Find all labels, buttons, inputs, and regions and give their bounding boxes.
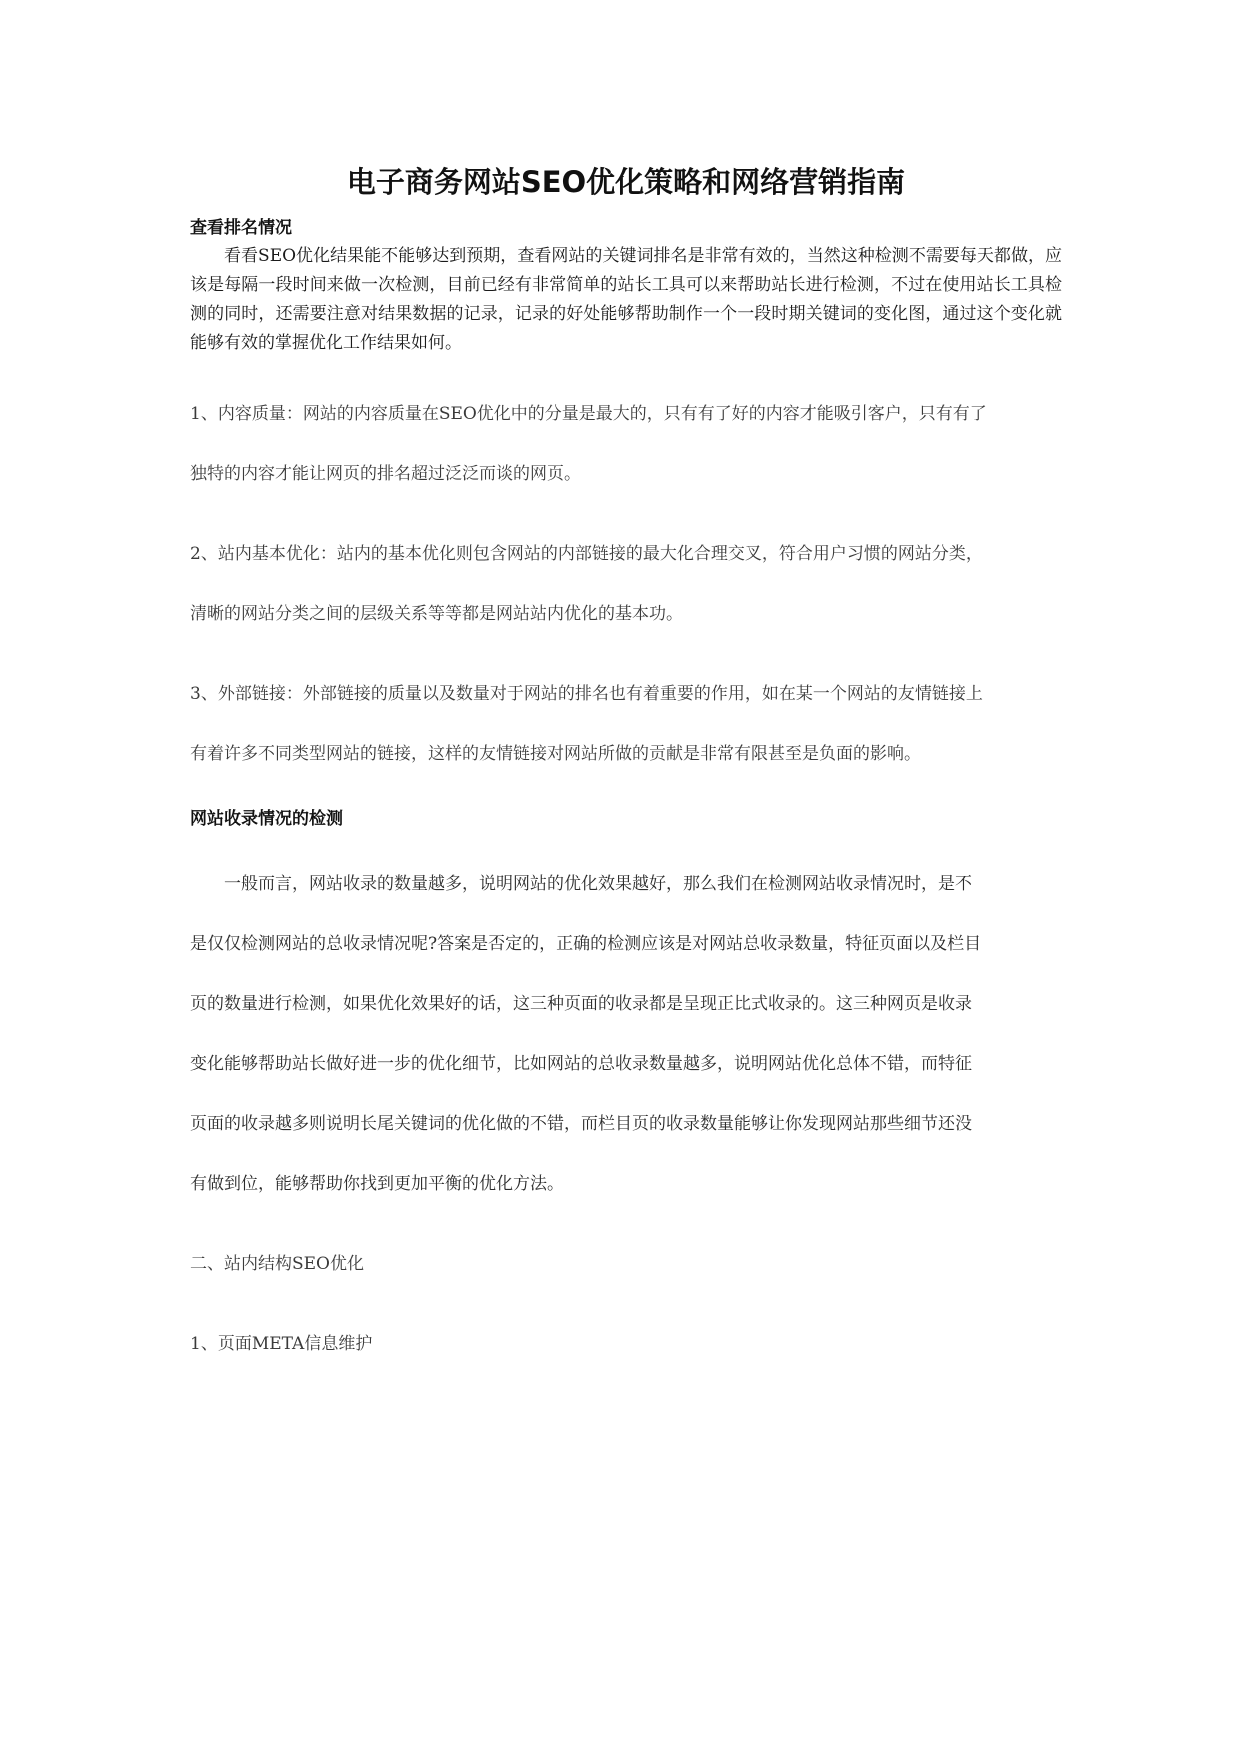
section-heading-onsite-structure: 二、站内结构SEO优化: [190, 1254, 364, 1274]
list-item-line: 独特的内容才能让网页的排名超过泛泛而谈的网页。: [190, 464, 581, 484]
paragraph-ranking: 看看SEO优化结果能不能够达到预期，查看网站的关键词排名是非常有效的，当然这种检测不需要每天都做，应该是每隔一段时间来做一次检测，目前已经有非常简单的站长工具可以来帮助站长进行检测，不过在使用站长工具检测的同时，还需要注意对结果数据的记录，记录的好处能够帮助制作一个一段时期关键词的变化图，通过这个变化就能够有效的掌握优化工作结果如何。: [190, 246, 1062, 353]
list-item-line: 1、内容质量：网站的内容质量在SEO优化中的分量是最大的，只有有了好的内容才能吸引客户，只有有了: [190, 404, 987, 424]
section-heading-indexing: 网站收录情况的检测: [190, 809, 343, 829]
list-item-external-links: [190, 679, 1062, 769]
paragraph-line: 一般而言，网站收录的数量越多，说明网站的优化效果越好，那么我们在检测网站收录情况时，是不: [224, 874, 972, 894]
list-item-line: 有着许多不同类型网站的链接，这样的友情链接对网站所做的贡献是非常有限甚至是负面的影响。: [190, 744, 921, 764]
list-item-content-quality: [190, 399, 1062, 489]
paragraph-indexing: [190, 869, 1062, 1199]
paragraph-line: 变化能够帮助站长做好进一步的优化细节，比如网站的总收录数量越多，说明网站优化总体不错，而特征: [190, 1054, 972, 1074]
list-item-onsite-optimization: [190, 539, 1062, 629]
paragraph-line: 页的数量进行检测，如果优化效果好的话，这三种页面的收录都是呈现正比式收录的。这三种网页是收录: [190, 994, 972, 1014]
paragraph-line: 是仅仅检测网站的总收录情况呢?答案是否定的，正确的检测应该是对网站总收录数量，特征页面以及栏目: [190, 934, 982, 954]
document-body: [190, 160, 1062, 1359]
list-item-line: 2、站内基本优化：站内的基本优化则包含网站的内部链接的最大化合理交叉，符合用户习惯的网站分类，: [190, 544, 983, 564]
list-item-line: 3、外部链接：外部链接的质量以及数量对于网站的排名也有着重要的作用，如在某一个网站的友情链接上: [190, 684, 983, 704]
paragraph-line: 有做到位，能够帮助你找到更加平衡的优化方法。: [190, 1174, 564, 1194]
paragraph-line: 页面的收录越多则说明长尾关键词的优化做的不错，而栏目页的收录数量能够让你发现网站那些细节还没: [190, 1114, 972, 1134]
subsection-meta-info: 1、页面META信息维护: [190, 1334, 373, 1354]
document-title: 电子商务网站SEO优化策略和网络营销指南: [346, 165, 906, 199]
list-item-line: 清晰的网站分类之间的层级关系等等都是网站站内优化的基本功。: [190, 604, 683, 624]
section-heading-ranking: 查看排名情况: [190, 218, 292, 238]
